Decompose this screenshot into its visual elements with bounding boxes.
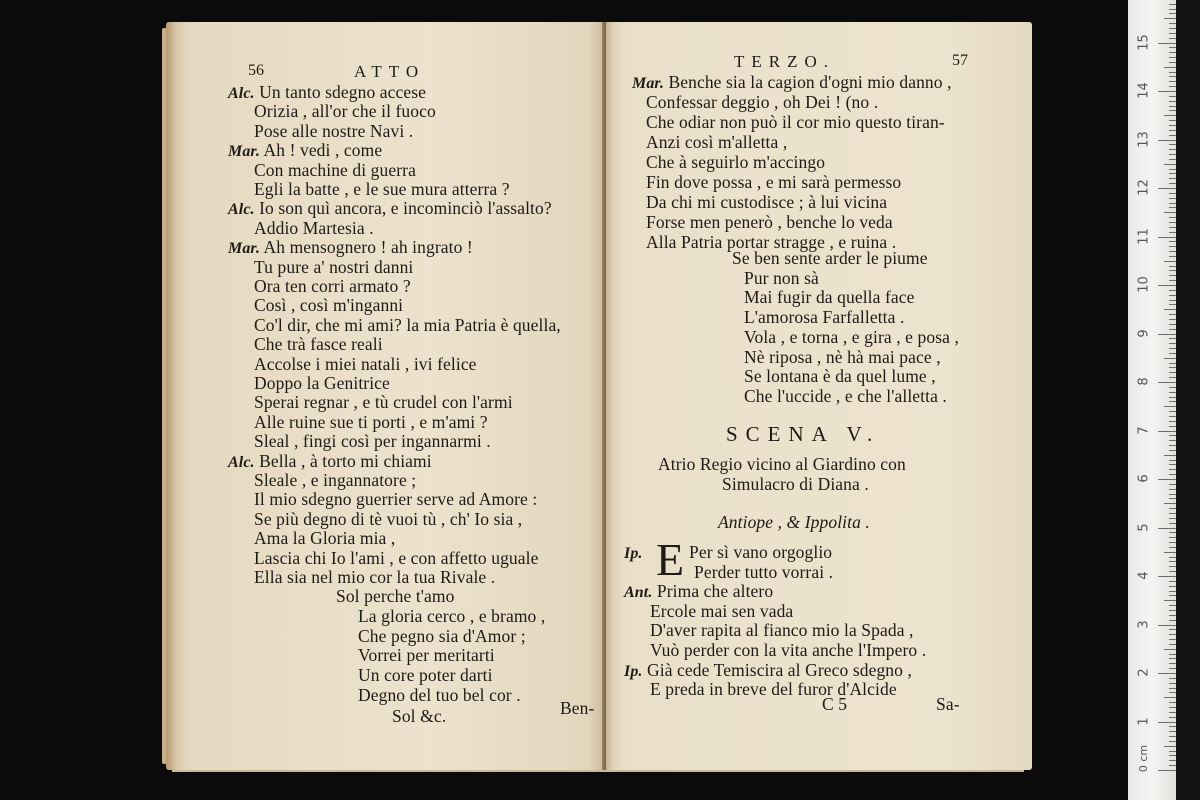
line-text: Pose alle nostre Navi .: [254, 120, 414, 141]
ruler-tick: [1169, 629, 1176, 630]
line-text: Egli la batte , e le sue mura atterra ?: [254, 179, 510, 199]
drop-cap: E: [656, 534, 685, 585]
line-text: Orizia , all'or che il fuoco: [254, 101, 436, 122]
right-page: [606, 22, 1032, 770]
line-text: Alle ruine sue ti porti , e m'ami ?: [254, 411, 488, 432]
ruler-tick: [1169, 586, 1176, 587]
line-text: Ora ten corri armato ?: [254, 276, 411, 296]
text-line: [632, 72, 952, 94]
ruler-tick: [1169, 639, 1176, 640]
line-text: Io son quì ancora, e incominciò l'assalto?: [259, 198, 552, 219]
ruler-tick: [1158, 625, 1176, 626]
aria-line: Se lontana è da quel lume ,: [744, 366, 936, 387]
ruler-tick: [1158, 576, 1176, 577]
ruler-tick: [1169, 474, 1176, 475]
line-text: Già cede Temiscira al Greco sdegno ,: [647, 659, 912, 680]
ruler-tick: [1169, 72, 1176, 73]
ruler-tick: [1169, 692, 1176, 693]
ruler-tick: [1169, 106, 1176, 107]
open-book: [166, 22, 1032, 770]
ruler-tick: [1169, 96, 1176, 97]
ruler-tick: [1169, 523, 1176, 524]
line-text: Ah mensognero ! ah ingrato !: [263, 237, 473, 258]
aria-line: Vorrei per meritarti: [358, 645, 495, 666]
ruler-tick: [1169, 658, 1176, 659]
ruler-tick: [1169, 663, 1176, 664]
ruler-tick: [1169, 23, 1176, 24]
ruler-number: 12: [1136, 179, 1152, 196]
speaker-label: Ip.: [624, 662, 643, 680]
line-text: Con machine di guerra: [254, 159, 416, 180]
ruler-tick: [1164, 649, 1176, 650]
ruler-tick: [1169, 464, 1176, 465]
line-text: Accolse i miei natali , ivi felice: [254, 353, 477, 374]
ruler-tick: [1158, 770, 1176, 771]
line-text: Da chi mi custodisce ; à lui vicina: [646, 192, 888, 212]
text-line: [254, 218, 374, 238]
ruler-tick: [1169, 300, 1176, 301]
text-line: [254, 121, 413, 141]
ruler-tick: [1169, 542, 1176, 543]
aria-line: Un core poter darti: [358, 665, 493, 686]
text-line: [254, 334, 383, 354]
ruler-tick: [1158, 382, 1176, 383]
aria-line: L'amorosa Farfalletta .: [744, 307, 905, 328]
ruler-tick: [1169, 329, 1176, 330]
ruler-tick: [1164, 746, 1176, 747]
text-line: [254, 160, 416, 180]
ruler-tick: [1164, 697, 1176, 698]
ruler-tick: [1169, 581, 1176, 582]
ruler-tick: [1164, 455, 1176, 456]
ruler-tick: [1169, 251, 1176, 252]
ruler-number: 10: [1136, 276, 1152, 293]
aria-line: Vola , e torna , e gira , e posa ,: [744, 326, 959, 347]
ruler-tick: [1169, 518, 1176, 519]
ruler-tick: [1169, 241, 1176, 242]
speaker-label: Alc.: [228, 453, 255, 471]
ruler-tick: [1169, 319, 1176, 320]
ruler-tick: [1169, 654, 1176, 655]
ruler-tick: [1169, 377, 1176, 378]
ruler-tick: [1169, 450, 1176, 451]
ruler-tick: [1169, 86, 1176, 87]
ruler-tick: [1164, 406, 1176, 407]
ruler-tick: [1169, 411, 1176, 412]
ruler-tick: [1169, 198, 1176, 199]
line-text: Anzi così m'alletta ,: [646, 132, 788, 152]
ruler-tick: [1169, 353, 1176, 354]
scene-setting: Atrio Regio vicino al Giardino con: [658, 454, 906, 474]
ruler-number: 11: [1136, 227, 1152, 245]
line-text: Ama la Gloria mia ,: [254, 528, 396, 549]
ruler-tick: [1169, 217, 1176, 218]
ruler-tick: [1164, 212, 1176, 213]
ruler-tick: [1158, 285, 1176, 286]
ruler-tick: [1169, 207, 1176, 208]
line-text: Così , così m'inganni: [254, 295, 404, 316]
text-line: [254, 276, 411, 296]
line-text: Se più degno di tè vuoi tù , ch' Io sia ,: [254, 508, 523, 529]
ruler-tick: [1169, 33, 1176, 34]
speaker-label: Mar.: [228, 143, 260, 161]
text-line: [650, 640, 926, 660]
line-text: Bella , à torto mi chiami: [259, 450, 432, 471]
text-line: [650, 601, 793, 621]
ruler-tick: [1169, 435, 1176, 436]
ruler-number: 6: [1136, 474, 1152, 483]
ruler-tick: [1158, 431, 1176, 432]
line-text: Ercole mai sen vada: [650, 600, 794, 621]
ruler-tick: [1164, 164, 1176, 165]
ruler-tick: [1169, 149, 1176, 150]
ruler-number: 2: [1136, 668, 1152, 677]
ruler-tick: [1169, 135, 1176, 136]
ruler-tick: [1169, 193, 1176, 194]
ruler-tick: [1169, 494, 1176, 495]
measurement-ruler: [1128, 0, 1176, 800]
aria-line: La gloria cerco , e bramo ,: [358, 605, 546, 626]
text-line: [254, 509, 522, 529]
ruler-tick: [1169, 101, 1176, 102]
ruler-tick: [1158, 334, 1176, 335]
ruler-tick: [1169, 712, 1176, 713]
ruler-unit-label: 0 cm: [1137, 744, 1151, 773]
ruler-tick: [1169, 445, 1176, 446]
ruler-tick: [1169, 513, 1176, 514]
ruler-tick: [1169, 591, 1176, 592]
ruler-tick: [1169, 110, 1176, 111]
ruler-tick: [1169, 561, 1176, 562]
ruler-tick: [1169, 620, 1176, 621]
ruler-tick: [1169, 702, 1176, 703]
ruler-tick: [1169, 159, 1176, 160]
text-line: [646, 132, 787, 152]
line-text: Il mio sdegno guerrier serve ad Amore :: [254, 489, 538, 510]
ruler-tick: [1169, 741, 1176, 742]
ruler-tick: [1169, 275, 1176, 276]
text-line: [254, 179, 510, 199]
ruler-tick: [1169, 731, 1176, 732]
ruler-number: 5: [1136, 522, 1152, 532]
ruler-tick: [1169, 440, 1176, 441]
line-text: Tu pure a' nostri danni: [254, 256, 414, 277]
ruler-tick: [1169, 571, 1176, 572]
ruler-tick: [1169, 688, 1176, 689]
line-text: Lascia chi Io l'ami , e con affetto uguale: [254, 547, 539, 568]
line-text: D'aver rapita al fianco mio la Spada ,: [650, 620, 914, 641]
ruler-tick: [1169, 38, 1176, 39]
scene-heading: SCENA V.: [726, 422, 881, 446]
ruler-tick: [1164, 600, 1176, 601]
ruler-number: 7: [1136, 425, 1152, 435]
ruler-number: 13: [1136, 130, 1152, 148]
ruler-tick: [1169, 416, 1176, 417]
speaker-label: Ip.: [624, 545, 643, 562]
ruler-tick: [1158, 140, 1176, 141]
text-line: [254, 470, 416, 490]
text-line: [254, 101, 436, 121]
ruler-tick: [1169, 62, 1176, 63]
ruler-tick: [1158, 188, 1176, 189]
aria-line: Che l'uccide , e che l'alletta .: [744, 385, 947, 406]
text-line: [646, 92, 878, 112]
ruler-tick: [1169, 363, 1176, 364]
ruler-tick: [1169, 397, 1176, 398]
ruler-tick: [1169, 595, 1176, 596]
ruler-tick: [1164, 309, 1176, 310]
ruler-number: 9: [1136, 328, 1152, 338]
ruler-tick: [1169, 469, 1176, 470]
ruler-tick: [1169, 717, 1176, 718]
ruler-tick: [1158, 528, 1176, 529]
text-line: [254, 392, 513, 412]
aria-repeat: Sol &c.: [392, 706, 447, 726]
ruler-tick: [1169, 392, 1176, 393]
ruler-tick: [1169, 760, 1176, 761]
speaker-label: Alc.: [228, 201, 255, 219]
catchword: Ben-: [560, 698, 595, 718]
ruler-tick: [1158, 673, 1176, 674]
ruler-number: 15: [1136, 33, 1152, 51]
aria-line: Mai fugir da quella face: [744, 287, 915, 308]
text-line: [254, 567, 495, 587]
background-edge: [1176, 0, 1200, 800]
text-line: [254, 431, 491, 451]
ruler-tick: [1169, 537, 1176, 538]
text-line: [646, 172, 901, 192]
line-text: Sleale , e ingannatore ;: [254, 470, 417, 490]
ruler-tick: [1169, 232, 1176, 233]
aria-line: Che pegno sia d'Amor ;: [358, 625, 526, 646]
ruler-tick: [1158, 91, 1176, 92]
text-line: [646, 192, 887, 212]
aria-line: Pur non sà: [744, 267, 819, 288]
scene-characters: Antiope , & Ippolita .: [718, 512, 870, 532]
speaker-label: Alc.: [228, 85, 255, 102]
ruler-tick: [1164, 503, 1176, 504]
ruler-tick: [1158, 722, 1176, 723]
ruler-number: 14: [1136, 82, 1152, 99]
line-text: Fin dove possa , e mi sarà permesso: [646, 172, 902, 192]
ruler-tick: [1169, 726, 1176, 727]
ruler-tick: [1169, 367, 1176, 368]
ruler-tick: [1169, 183, 1176, 184]
ruler-tick: [1169, 178, 1176, 179]
ruler-tick: [1169, 227, 1176, 228]
ruler-tick: [1164, 67, 1176, 68]
ruler-tick: [1169, 484, 1176, 485]
ruler-tick: [1169, 615, 1176, 616]
ruler-tick: [1169, 76, 1176, 77]
ruler-tick: [1158, 479, 1176, 480]
line-text: Ella sia nel mio cor la tua Rivale .: [254, 567, 496, 587]
ruler-tick: [1169, 280, 1176, 281]
aria-line: Degno del tuo bel cor .: [358, 685, 521, 705]
ruler-number: 1: [1136, 716, 1152, 726]
ruler-tick: [1169, 256, 1176, 257]
text-line: [254, 489, 537, 509]
text-line: [650, 679, 897, 699]
speaker-label: Mar.: [632, 75, 664, 92]
speaker-label: Mar.: [228, 240, 260, 258]
text-line: [254, 528, 395, 548]
ruler-number: 8: [1136, 377, 1152, 386]
ruler-tick: [1164, 358, 1176, 359]
page-number: 56: [248, 62, 264, 79]
line-text: Ah ! vedi , come: [263, 140, 383, 161]
line-text: Forse men penerò , benche lo veda: [646, 212, 893, 232]
ruler-tick: [1169, 266, 1176, 267]
ruler-tick: [1169, 401, 1176, 402]
ruler-tick: [1169, 755, 1176, 756]
text-line: [254, 257, 413, 277]
text-line: [254, 548, 538, 568]
ruler-tick: [1169, 28, 1176, 29]
ruler-tick: [1169, 751, 1176, 752]
text-line: [646, 152, 825, 172]
line-text: Un tanto sdegno accese: [259, 82, 427, 102]
line-text: Co'l dir, che mi ami? la mia Patria è quella,: [254, 314, 561, 335]
ruler-tick: [1169, 566, 1176, 567]
ruler-tick: [1169, 387, 1176, 388]
ruler-tick: [1169, 644, 1176, 645]
ruler-tick: [1169, 460, 1176, 461]
line-text: Che trà fasce reali: [254, 334, 383, 355]
ruler-tick: [1164, 552, 1176, 553]
text-line: [254, 373, 390, 393]
ruler-tick: [1164, 261, 1176, 262]
aria-line: Se ben sente arder le piume: [732, 248, 928, 268]
aria-line: Sol perche t'amo: [336, 586, 455, 606]
line-text: Che odiar non può il cor mio questo tiran-: [646, 112, 945, 132]
scene-setting: Simulacro di Diana .: [722, 474, 869, 494]
ruler-tick: [1169, 683, 1176, 684]
line-text: Alla Patria portar stragge , e ruina .: [646, 232, 897, 252]
line-text: Vuò perder con la vita anche l'Impero .: [650, 640, 927, 660]
ruler-tick: [1169, 324, 1176, 325]
ruler-number: 4: [1136, 571, 1152, 580]
ruler-tick: [1169, 421, 1176, 422]
text-line: [646, 112, 945, 132]
ruler-tick: [1169, 707, 1176, 708]
ruler-tick: [1169, 489, 1176, 490]
ruler-tick: [1169, 130, 1176, 131]
ruler-tick: [1169, 4, 1176, 5]
line-text: E preda in breve del furor d'Alcide: [650, 679, 897, 700]
ruler-tick: [1169, 765, 1176, 766]
ruler-tick: [1169, 246, 1176, 247]
text-line: [254, 354, 477, 374]
ruler-tick: [1169, 125, 1176, 126]
catchword: Sa-: [936, 694, 960, 714]
ruler-tick: [1169, 348, 1176, 349]
ruler-tick: [1169, 154, 1176, 155]
ruler-tick: [1169, 120, 1176, 121]
ruler-tick: [1169, 314, 1176, 315]
running-head: TERZO.: [734, 52, 836, 71]
ruler-tick: [1169, 668, 1176, 669]
ruler-tick: [1169, 13, 1176, 14]
ruler-tick: [1169, 338, 1176, 339]
text-line: [646, 212, 893, 232]
ruler-tick: [1169, 304, 1176, 305]
ruler-tick: [1169, 203, 1176, 204]
text-line: [694, 562, 833, 582]
line-text: Per sì vano orgoglio: [689, 542, 833, 562]
signature-mark: C 5: [822, 694, 848, 714]
text-line: [650, 620, 914, 640]
line-text: Doppo la Genitrice: [254, 373, 390, 393]
line-text: Che à seguirlo m'accingo: [646, 152, 826, 172]
ruler-tick: [1169, 610, 1176, 611]
ruler-tick: [1169, 547, 1176, 548]
ruler-tick: [1169, 532, 1176, 533]
ruler-tick: [1169, 290, 1176, 291]
ruler-tick: [1169, 222, 1176, 223]
ruler-tick: [1164, 18, 1176, 19]
speaker-label: Ant.: [624, 584, 653, 602]
ruler-tick: [1164, 115, 1176, 116]
ruler-tick: [1169, 57, 1176, 58]
ruler-tick: [1169, 52, 1176, 53]
line-text: Sleal , fingi così per ingannarmi .: [254, 431, 491, 452]
text-line: [254, 315, 561, 335]
ruler-tick: [1169, 47, 1176, 48]
ruler-tick: [1169, 426, 1176, 427]
ruler-number: 3: [1136, 619, 1152, 629]
ruler-tick: [1169, 508, 1176, 509]
ruler-tick: [1169, 169, 1176, 170]
ruler-tick: [1169, 634, 1176, 635]
line-text: Perder tutto vorrai .: [694, 561, 834, 582]
ruler-tick: [1158, 237, 1176, 238]
left-page: [166, 22, 606, 770]
ruler-tick: [1169, 144, 1176, 145]
ruler-tick: [1158, 43, 1176, 44]
ruler-tick: [1169, 498, 1176, 499]
line-text: Benche sia la cagion d'ogni mio danno ,: [668, 72, 952, 92]
ruler-tick: [1169, 343, 1176, 344]
ruler-tick: [1169, 372, 1176, 373]
ruler-tick: [1169, 81, 1176, 82]
line-text: Sperai regnar , e tù crudel con l'armi: [254, 392, 513, 413]
ruler-tick: [1169, 605, 1176, 606]
text-line: [254, 412, 488, 432]
ruler-tick: [1169, 173, 1176, 174]
ruler-tick: [1169, 295, 1176, 296]
ruler-tick: [1169, 678, 1176, 679]
running-head: ATTO: [354, 62, 426, 81]
line-text: Addio Martesia .: [254, 217, 374, 238]
line-text: Prima che altero: [656, 581, 774, 602]
ruler-tick: [1169, 736, 1176, 737]
ruler-tick: [1169, 557, 1176, 558]
ruler-tick: [1169, 270, 1176, 271]
ruler-tick: [1169, 9, 1176, 10]
aria-line: Nè riposa , nè hà mai pace ,: [744, 346, 941, 367]
line-text: Confessar deggio , oh Dei ! (no .: [646, 92, 879, 112]
page-number: 57: [952, 52, 968, 69]
text-line: [254, 295, 403, 315]
